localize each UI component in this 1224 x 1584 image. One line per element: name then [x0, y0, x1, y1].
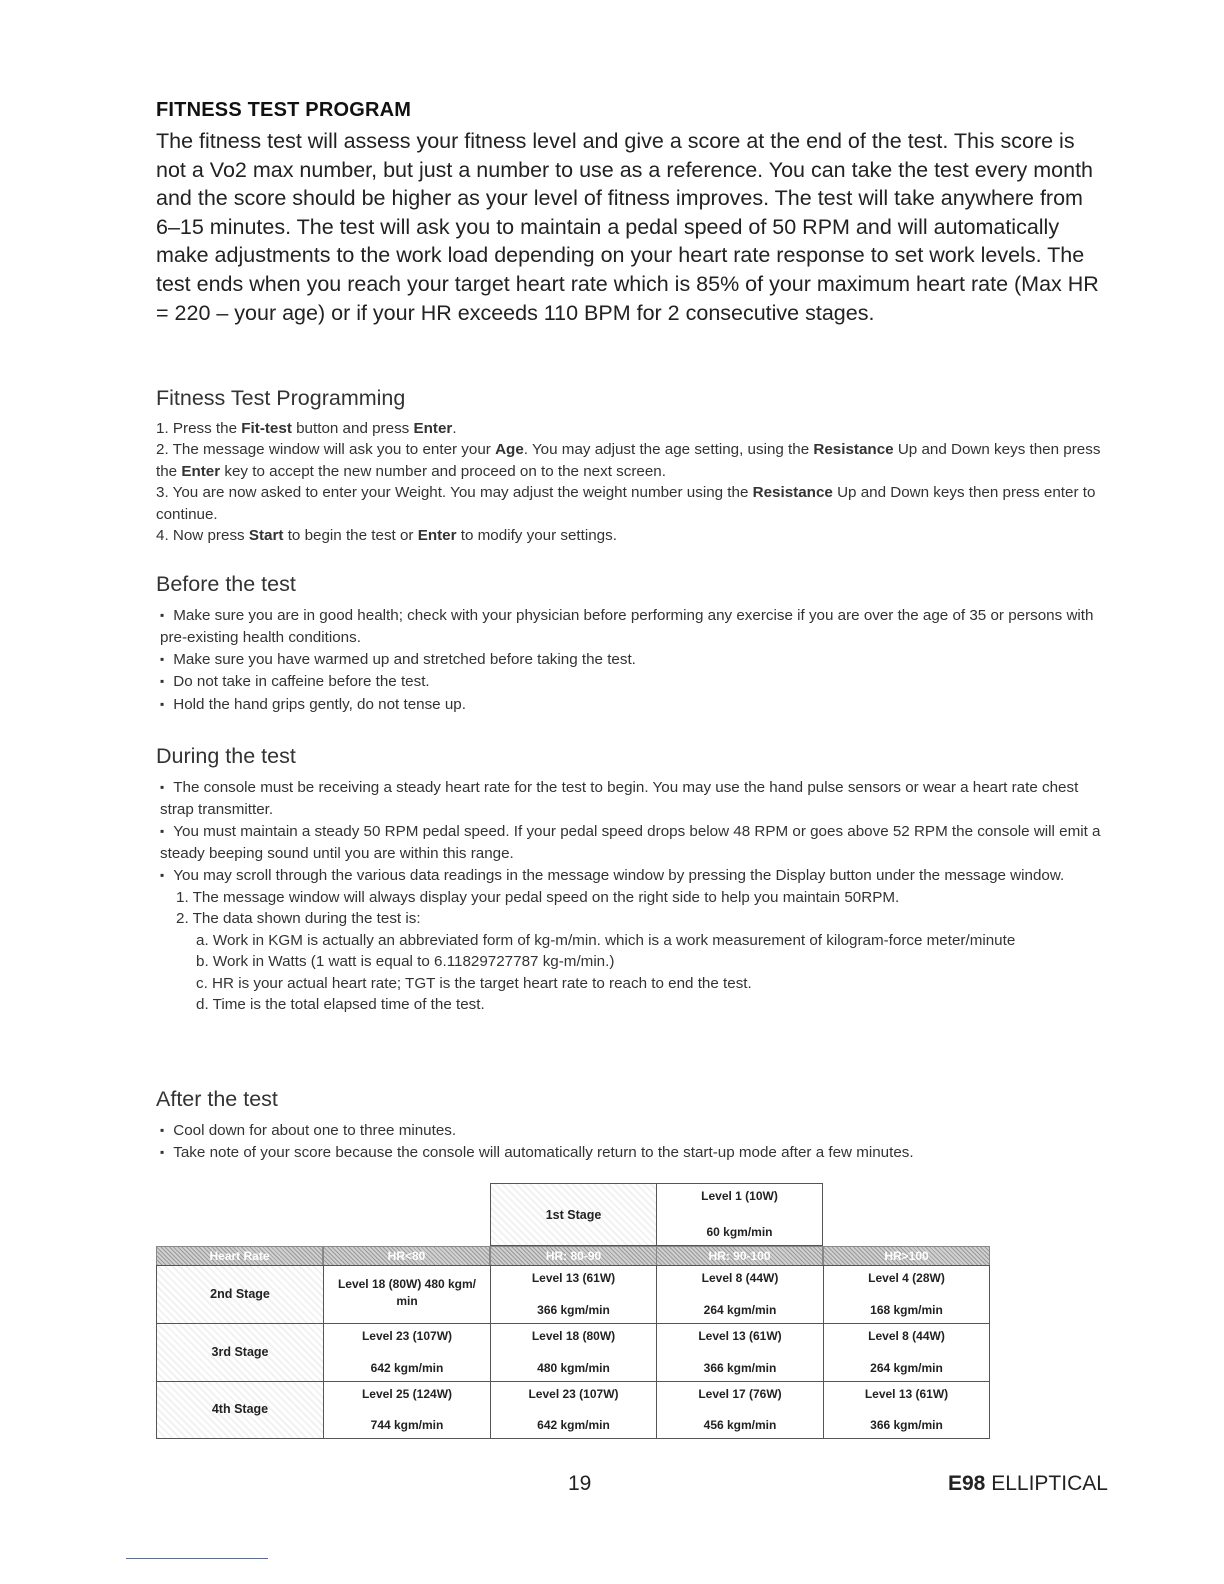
numbered-item: 2. The data shown during the test is: [176, 910, 421, 928]
workload-table [156, 1183, 990, 1439]
list-item: ▪ Take note of your score because the console will automatically return to the start-up mode after a few minutes. [156, 1142, 1106, 1164]
cell-work: 168 kgm/min [870, 1303, 943, 1317]
step-4: 4. Now press Start to begin the test or Enter to modify your settings. [156, 527, 617, 545]
list-item: ▪ The console must be receiving a steady heart rate for the test to begin. You may use the hand pulse sensors or wear a heart rate chest strap transmitter. [156, 777, 1106, 821]
cell-level: Level 13 (61W) [864, 1387, 949, 1401]
list-item: ▪ Cool down for about one to three minutes. [156, 1120, 1106, 1142]
list-item: ▪ Make sure you are in good health; check with your physician before performing any exercise if you are over the age of 35 or persons with pre-existing health conditions. [156, 605, 1106, 649]
header-hr-lt80: HR<80 [323, 1246, 490, 1266]
after-heading: After the test [156, 1087, 278, 1111]
table-cell [490, 1381, 657, 1439]
table-cell [823, 1381, 990, 1439]
header-hr-gt100: HR>100 [823, 1246, 990, 1266]
table-cell [823, 1265, 990, 1324]
cell-level: Level 18 (80W) 480 kgm/ [337, 1277, 477, 1291]
cell-work: min [396, 1294, 418, 1308]
cell-level: Level 8 (44W) [701, 1271, 779, 1285]
lettered-item: c. HR is your actual heart rate; TGT is the target heart rate to reach to end the test. [196, 974, 752, 992]
cell-work: 480 kgm/min [537, 1361, 610, 1375]
cell-level: Level 23 (107W) [528, 1387, 619, 1401]
programming-steps [156, 418, 1106, 546]
before-list [156, 605, 1106, 716]
row-stage-label: 4th Stage [156, 1381, 324, 1439]
cell-level: Level 18 (80W) [531, 1329, 616, 1343]
list-item: ▪ Make sure you have warmed up and stretched before taking the test. [156, 649, 1106, 671]
step-3: 3. You are now asked to enter your Weight. You may adjust the weight number using the Resistance Up and Down keys then press enter to continue. [156, 484, 1096, 523]
cell-level: Level 4 (28W) [868, 1271, 945, 1285]
table-cell [323, 1265, 491, 1324]
cell-work: 456 kgm/min [703, 1418, 777, 1432]
cell-level: Level 13 (61W) [698, 1329, 782, 1343]
table-cell [490, 1265, 657, 1324]
cell-level: Level 13 (61W) [531, 1271, 616, 1285]
list-item: ▪ You must maintain a steady 50 RPM pedal speed. If your pedal speed drops below 48 RPM or goes above 52 RPM the console will emit a steady beeping sound until you are within this range. [156, 821, 1106, 865]
cell-work: 264 kgm/min [703, 1303, 777, 1317]
header-heart-rate: Heart Rate [156, 1246, 323, 1266]
product-type: ELLIPTICAL [991, 1472, 1108, 1495]
cell-work: 366 kgm/min [870, 1418, 943, 1432]
lettered-item: a. Work in KGM is actually an abbreviated form of kg-m/min. which is a work measurement of kilogram-force meter/minute [196, 931, 1016, 949]
table-cell [490, 1323, 657, 1382]
row-stage-label: 3rd Stage [156, 1323, 324, 1382]
step-2: 2. The message window will ask you to enter your Age. You may adjust the age setting, using the Resistance Up and Down keys then press the Enter key to accept the new number and proceed on to the next screen. [156, 441, 1101, 480]
table-cell [323, 1323, 491, 1382]
table-cell [656, 1265, 824, 1324]
list-item: ▪ You may scroll through the various data readings in the message window by pressing the Display button under the message window. [156, 865, 1106, 887]
cell-work: 60 kgm/min [706, 1225, 773, 1239]
page-number: 19 [568, 1472, 592, 1495]
cell-level: Level 1 (10W) [701, 1189, 778, 1203]
first-stage-cell [656, 1183, 823, 1246]
first-stage-label: 1st Stage [490, 1183, 657, 1246]
table-cell [656, 1323, 824, 1382]
lettered-item: d. Time is the total elapsed time of the test. [196, 996, 485, 1014]
during-heading: During the test [156, 744, 296, 768]
model-name: E98 [948, 1472, 986, 1495]
cell-work: 642 kgm/min [537, 1418, 610, 1432]
cell-work: 264 kgm/min [870, 1361, 943, 1375]
list-item: ▪ Do not take in caffeine before the test. [156, 671, 1106, 693]
table-cell [656, 1381, 824, 1439]
cell-level: Level 8 (44W) [868, 1329, 945, 1343]
table-cell [323, 1381, 491, 1439]
cell-level: Level 25 (124W) [361, 1387, 453, 1401]
programming-heading: Fitness Test Programming [156, 386, 406, 410]
row-stage-label: 2nd Stage [156, 1265, 324, 1324]
after-list [156, 1120, 1106, 1165]
numbered-item: 1. The message window will always display your pedal speed on the right side to help you maintain 50RPM. [176, 889, 900, 907]
header-hr-80-90: HR: 80-90 [490, 1246, 657, 1266]
cell-level: Level 23 (107W) [361, 1329, 453, 1343]
product-name [948, 1472, 1108, 1496]
intro-paragraph: The fitness test will assess your fitness level and give a score at the end of the test. This score is not a Vo2 max number, but just a number to use as a reference. You can take the test every month and the score should be higher as your level of fitness improves. The test will take anywhere from 6–15 minutes. The test will ask you to maintain a pedal speed of 50 RPM and will automatically make adjustments to the work load depending on your heart rate response to set work levels. The test ends when you reach your target heart rate which is 85% of your maximum heart rate (Max HR = 220 – your age) or if your HR exceeds 110 BPM for 2 consecutive stages. [156, 129, 1099, 325]
table-cell [823, 1323, 990, 1382]
page-title: FITNESS TEST PROGRAM [156, 99, 412, 121]
list-item: ▪ Hold the hand grips gently, do not tense up. [156, 694, 1106, 716]
cell-level: Level 17 (76W) [698, 1387, 782, 1401]
header-hr-90-100: HR: 90-100 [656, 1246, 823, 1266]
cell-work: 642 kgm/min [370, 1361, 444, 1375]
cell-work: 366 kgm/min [703, 1361, 777, 1375]
cell-work: 366 kgm/min [537, 1303, 610, 1317]
before-heading: Before the test [156, 572, 296, 596]
step-1: 1. Press the Fit-test button and press Enter. [156, 420, 457, 437]
during-list [156, 777, 1106, 1015]
footer-rule [126, 1558, 268, 1559]
cell-work: 744 kgm/min [370, 1418, 444, 1432]
lettered-item: b. Work in Watts (1 watt is equal to 6.11829727787 kg-m/min.) [196, 953, 615, 971]
